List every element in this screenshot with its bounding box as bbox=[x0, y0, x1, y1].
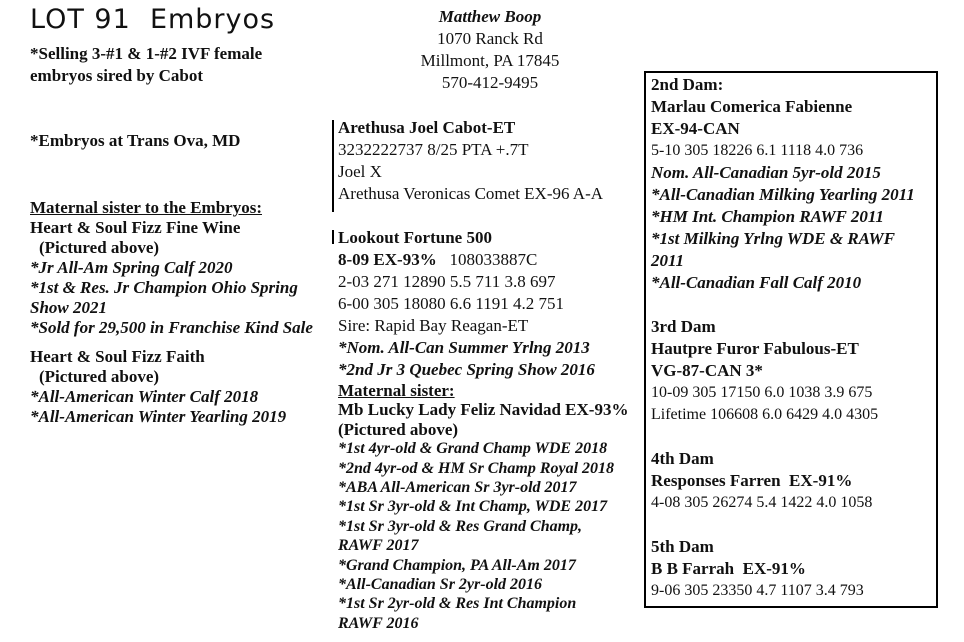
dam5-label: 5th Dam bbox=[651, 537, 714, 556]
award-line: Show 2021 bbox=[30, 298, 107, 317]
pictured-note: (Pictured above) bbox=[39, 238, 160, 257]
award-line: *Nom. All-Can Summer Yrlng 2013 bbox=[338, 338, 590, 357]
pictured-note: (Pictured above) bbox=[39, 367, 160, 386]
award-line: *Grand Champion, PA All-Am 2017 bbox=[338, 556, 576, 574]
dam-of-sire: Arethusa Veronicas Comet EX-96 A-A bbox=[338, 184, 604, 203]
sire-block bbox=[338, 117, 603, 205]
lot-title bbox=[30, 4, 275, 35]
lot-subtitle: Embryos bbox=[149, 4, 276, 35]
award-line: *ABA All-American Sr 3yr-old 2017 bbox=[338, 479, 577, 497]
award-line: *All-Canadian Fall Calf 2010 bbox=[651, 273, 862, 292]
lot-number: LOT 91 bbox=[30, 4, 131, 35]
maternal-sister-block bbox=[338, 381, 628, 633]
dam-bracket-line bbox=[332, 230, 334, 244]
dam3-record: 10-09 305 17150 6.0 1038 3.9 675 bbox=[651, 384, 873, 401]
sire-bracket-line bbox=[332, 120, 334, 212]
award-line: *Sold for 29,500 in Franchise Kind Sale bbox=[30, 318, 313, 337]
selling-line: embryos sired by Cabot bbox=[30, 66, 203, 85]
embryo-location: *Embryos at Trans Ova, MD bbox=[30, 131, 241, 150]
award-line: RAWF 2017 bbox=[338, 537, 419, 555]
award-line: *1st & Res. Jr Champion Ohio Spring bbox=[30, 278, 298, 297]
dam4-label: 4th Dam bbox=[651, 449, 714, 468]
maternal-sister-name: Mb Lucky Lady Feliz Navidad EX-93% bbox=[338, 400, 629, 420]
award-line: 2011 bbox=[651, 251, 685, 270]
award-line: Nom. All-Canadian 5yr-old 2015 bbox=[651, 163, 881, 182]
award-line: *1st Sr 3yr-old & Res Grand Champ, bbox=[338, 517, 583, 535]
award-line: *Jr All-Am Spring Calf 2020 bbox=[30, 258, 233, 277]
dam2-label: 2nd Dam: bbox=[651, 75, 724, 94]
dam2-record: 5-10 305 18226 6.1 1118 4.0 736 bbox=[651, 142, 864, 159]
maternal-sister-heading: Maternal sister to the Embryos: bbox=[30, 198, 262, 217]
dam3-lifetime: Lifetime 106608 6.0 6429 4.0 4305 bbox=[651, 406, 879, 423]
dam-registration: 108033887C bbox=[436, 250, 538, 269]
award-line: *1st Sr 2yr-old & Res Int Champion bbox=[338, 595, 577, 613]
dam3-name: Hautpre Furor Fabulous-ET bbox=[651, 339, 859, 358]
award-line: *HM Int. Champion RAWF 2011 bbox=[651, 207, 884, 226]
dam-class-score: 8-09 EX-93% bbox=[338, 250, 437, 269]
dam-lineage bbox=[651, 74, 915, 602]
dam2-name: Marlau Comerica Fabienne bbox=[651, 97, 853, 116]
dam-block bbox=[338, 227, 595, 381]
pictured-note: (Pictured above) bbox=[338, 419, 459, 439]
award-line: RAWF 2016 bbox=[338, 614, 419, 632]
award-line: *All-Canadian Milking Yearling 2011 bbox=[651, 185, 915, 204]
maternal-sister-section bbox=[30, 198, 313, 427]
sister-name: Heart & Soul Fizz Faith bbox=[30, 347, 205, 366]
consignor-name: Matthew Boop bbox=[438, 7, 542, 26]
dam-sire: Sire: Rapid Bay Reagan-ET bbox=[338, 316, 529, 335]
dam-classification bbox=[338, 249, 595, 271]
award-line: *2nd 4yr-od & HM Sr Champ Royal 2018 bbox=[338, 459, 615, 477]
award-line: *2nd Jr 3 Quebec Spring Show 2016 bbox=[338, 360, 595, 379]
award-line: *All-Canadian Sr 2yr-old 2016 bbox=[338, 576, 543, 594]
consignor-city: Millmont, PA 17845 bbox=[420, 51, 560, 70]
dam3-label: 3rd Dam bbox=[651, 317, 716, 336]
consignor-block bbox=[400, 6, 580, 94]
dam5-record: 9-06 305 23350 4.7 1107 3.4 793 bbox=[651, 582, 864, 599]
dam5-name: B B Farrah EX-91% bbox=[651, 559, 806, 578]
award-line: *All-American Winter Calf 2018 bbox=[30, 387, 259, 406]
dam-record: 6-00 305 18080 6.6 1191 4.2 751 bbox=[338, 294, 565, 313]
sister-name: Heart & Soul Fizz Fine Wine bbox=[30, 218, 241, 237]
maternal-sister-heading: Maternal sister: bbox=[338, 381, 455, 400]
dam3-class: VG-87-CAN 3* bbox=[651, 361, 763, 380]
dam2-class: EX-94-CAN bbox=[651, 119, 740, 138]
sire-registration: 3232222737 8/25 PTA +.7T bbox=[338, 140, 529, 159]
dam4-record: 4-08 305 26274 5.4 1422 4.0 1058 bbox=[651, 494, 873, 511]
consignor-phone: 570-412-9495 bbox=[441, 73, 539, 92]
sire-name: Arethusa Joel Cabot-ET bbox=[338, 118, 516, 137]
dam-name: Lookout Fortune 500 bbox=[338, 228, 492, 247]
consignor-address: 1070 Ranck Rd bbox=[437, 29, 543, 48]
dam4-name: Responses Farren EX-91% bbox=[651, 471, 853, 490]
sire-of-sire: Joel X bbox=[338, 162, 382, 181]
award-line: *All-American Winter Yearling 2019 bbox=[30, 407, 287, 426]
selling-line: *Selling 3-#1 & 1-#2 IVF female bbox=[30, 44, 263, 63]
dam-record: 2-03 271 12890 5.5 711 3.8 697 bbox=[338, 272, 556, 291]
award-line: *1st Sr 3yr-old & Int Champ, WDE 2017 bbox=[338, 498, 608, 516]
award-line: *1st Milking Yrlng WDE & RAWF bbox=[651, 229, 895, 248]
award-line: *1st 4yr-old & Grand Champ WDE 2018 bbox=[338, 440, 608, 458]
selling-description bbox=[30, 43, 262, 87]
